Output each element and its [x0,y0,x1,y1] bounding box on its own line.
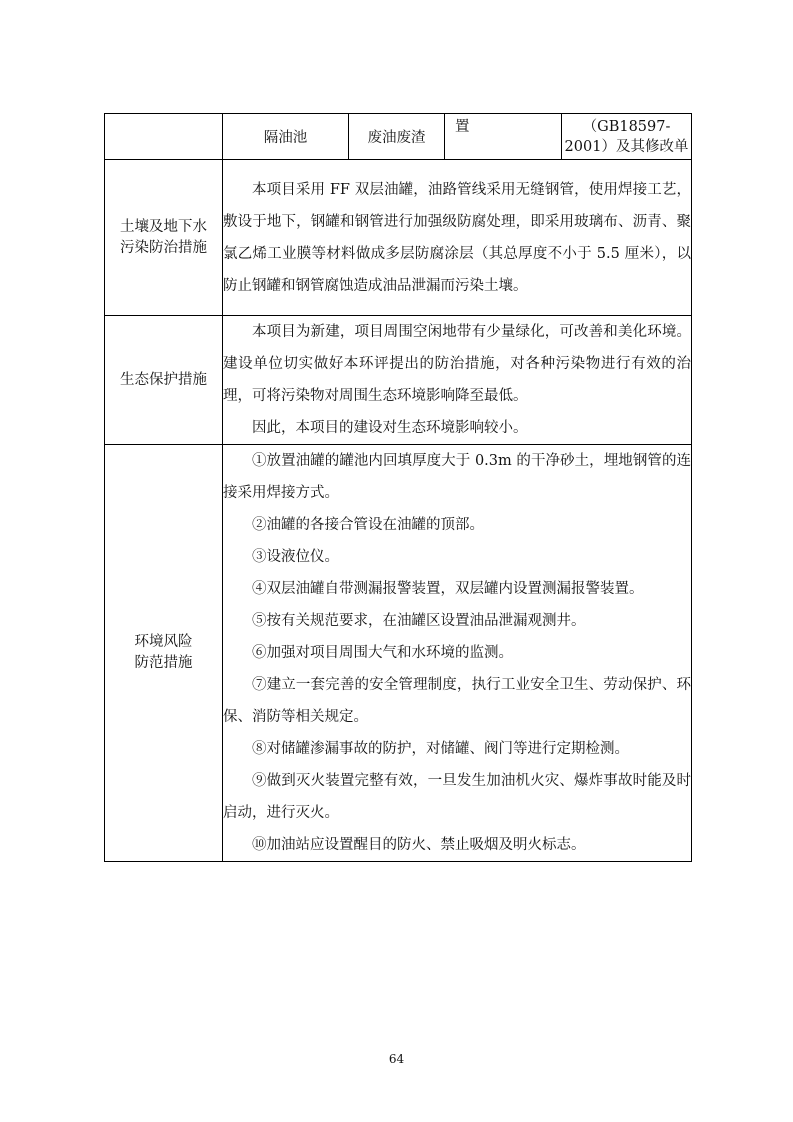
soil-label-line2: 污染防治措施 [120,239,207,256]
ecological-protection-label: 生态保护措施 [105,316,223,445]
risk-item: ④双层油罐自带测漏报警装置，双层罐内设置测漏报警装置。 [252,581,644,597]
soil-groundwater-content [223,160,692,316]
eco-paragraph: 因此，本项目的建设对生态环境影响较小。 [252,420,528,436]
soil-label-line1: 土壤及地下水 [120,218,207,235]
risk-item: ①放置油罐的罐池内回填厚度大于 0.3m 的干净砂土，埋地钢管的连接采用焊接方式。 [223,453,691,501]
risk-label-line1: 环境风险 [134,634,193,650]
risk-item: ⑦建立一套完善的安全管理制度，执行工业安全卫生、劳动保护、环保、消防等相关规定。 [223,677,691,725]
top-row-disposal: 置 [445,114,562,160]
page-number: 64 [388,1052,405,1066]
top-row-standard: （GB18597-2001）及其修改单 [562,114,692,160]
risk-item: ⑩加油站应设置醒目的防火、禁止吸烟及明火标志。 [252,837,586,853]
table-row-soil-groundwater [105,160,692,316]
risk-item: ③设液位仪。 [252,549,339,565]
top-row-label-cell [105,114,223,160]
risk-item: ⑤按有关规范要求，在油罐区设置油品泄漏观测井。 [252,613,586,629]
risk-item: ②油罐的各接合管设在油罐的顶部。 [252,517,484,533]
top-row-facility: 隔油池 [223,114,349,160]
eco-paragraph: 本项目为新建，项目周围空闲地带有少量绿化，可改善和美化环境。建设单位切实做好本环评提出的防治措施，对各种污染物进行有效的治理，可将污染物对周围生态环境影响降至最低。 [223,324,691,404]
table-row-oil-separator [105,114,692,160]
risk-item: ⑧对储罐渗漏事故的防护，对储罐、阀门等进行定期检测。 [252,741,629,757]
ecological-protection-content [223,316,692,445]
risk-item: ⑥加强对项目周围大气和水环境的监测。 [252,645,513,661]
table-row-environmental-risk [105,445,692,862]
environmental-risk-content [223,445,692,862]
risk-item: ⑨做到灭火装置完整有效，一旦发生加油机火灾、爆炸事故时能及时启动，进行灭火。 [223,773,691,821]
environmental-risk-label [105,445,223,862]
soil-groundwater-label [105,160,223,316]
risk-label-line2: 防范措施 [134,655,193,671]
measures-table [104,113,692,862]
soil-measures-text: 本项目采用 FF 双层油罐，油路管线采用无缝钢管，使用焊接工艺，敷设于地下，钢罐和钢管进行加强级防腐处理，即采用玻璃布、沥青、聚氯乙烯工业膜等材料做成多层防腐涂层（其总厚度不小于 5.5 厘米），以防止钢罐和钢管腐蚀造成油品泄漏而污染土壤。 [223,181,691,294]
table-row-ecological [105,316,692,445]
top-row-waste-type: 废油废渣 [349,114,445,160]
